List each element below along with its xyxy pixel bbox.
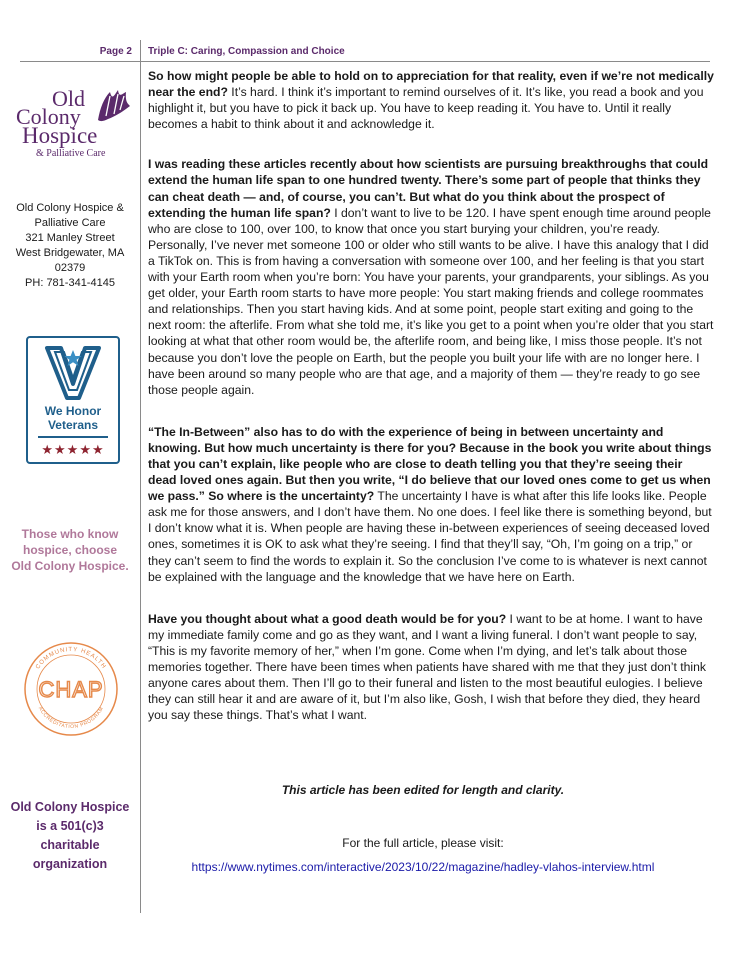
nonprofit-line: Old Colony Hospice [10,800,130,814]
tagline [0,526,140,574]
interview-question: I was reading these articles recently about how scientists are pursuing breakthroughs that could extend the human life span to one hundred twenty. There’s some part of people that thinks they can cheat death — and, of course, you can’t. But what do you think about the prospect of extending the human life span? [148,157,709,220]
phone-line: PH: 781-341-4145 [25,277,115,289]
interview-answer: It’s hard. I think it’s important to remind ourselves of it. It’s like, you read a book and you highlight it, but you have to pick it back up. You have to keep reading it. You have to. Until it really becomes a habit to think about it and acknowledge it. [148,85,704,132]
chap-ring-top: COMMUNITY HEALTH [35,646,107,671]
interview-question: “The In-Between” also has to do with the experience of being in between uncertainty and knowing. But how much uncertainty is there for you? Because in the book you write about things that you can’t explain, like people who are close to death telling you that they’re seeing their dead loved ones again. But then you write, “I do believe that our loved ones come to get us when we pass.” So where is the uncertainty? [148,424,712,504]
article-paragraph [148,424,714,585]
address-line: 321 Manley Street [25,232,115,244]
address-line: 02379 [54,262,86,274]
badge-line-veterans: Veterans [47,418,99,432]
address-line: Palliative Care [34,217,106,229]
badge-line-we-honor: We Honor [44,404,102,418]
nonprofit-line: charitable [40,838,100,852]
tagline-line: hospice, choose [22,543,118,557]
tagline-line: Those who know [21,527,119,541]
logo-subline: & Palliative Care [36,148,106,159]
nonprofit-line: organization [32,857,108,871]
badge-divider [38,436,108,438]
article-paragraph [148,156,714,397]
we-honor-veterans-badge [26,336,120,464]
page-number: Page 2 [99,46,132,57]
contact-address [0,201,140,291]
logo-brush-icon [92,86,132,126]
interview-answer: I want to be at home. I want to have my immediate family come and go as they want, and I want a living funeral. I don’t want people to say, “This is my favorite memory of her,” when I’m gone. Come when I’m dying, and let’s talk about those memories together. There have been times when patients have shared with me that they just don’t think anyone cares about them. Then I’ll go to their funeral and listen to the most beautiful eulogies. I believe they can still hear it and are aware of it, but I’m also like, Gosh, I wish that before they died, they heard you say these things. That’s what I want. [148,611,707,723]
full-article-link[interactable]: https://www.nytimes.com/interactive/2023/10/22/magazine/hadley-vlahos-interview.html [191,860,655,874]
chap-accreditation-seal [22,640,120,738]
full-article-prompt: For the full article, please visit: [342,836,504,850]
nonprofit-line: is a 501(c)3 [36,819,104,833]
chap-letters: CHAP [38,677,104,702]
old-colony-hospice-logo [14,82,134,162]
interview-answer: The uncertainty I have is what after this life looks like. People ask me for those answers, and I don’t have them. No one does. I feel like there is something beyond, but I don’t know what it is. When people are having these in-between experiences of seeing deceased loved ones, sometimes it is OK to ask what they’re seeing. I find that they’ll say, “Oh, I’m going on a trip,” or they can’t seem to find the words to explain it. So the conclusion I’ve come to is whatever is next cannot be explained with the language and the knowledge that we have here on Earth. [148,489,712,584]
logo-line-colony: Colony [16,104,81,129]
article-paragraph [148,68,714,132]
tagline-line: Old Colony Hospice. [11,559,129,573]
address-line: Old Colony Hospice & [16,202,124,214]
interview-question: So how might people be able to hold on to appreciation for that reality, even if we’re not medically near the end? [148,69,714,100]
address-line: West Bridgewater, MA [15,247,125,259]
nonprofit-statement [0,798,140,874]
sidebar-divider [140,40,141,913]
newsletter-title: Triple C: Caring, Compassion and Choice [148,46,345,57]
badge-stars-icon: ★★★★★ [41,442,105,457]
logo-line-hospice: Hospice [22,123,98,148]
interview-question: Have you thought about what a good death would be for you? [148,611,507,626]
logo-line-old: Old [52,86,85,111]
veterans-v-star-icon [43,344,103,402]
header-rule [20,61,710,62]
interview-answer: I don’t want to live to be 120. I have spent enough time around people who are close to 100, over 100, to know that once you start burying your children, you’re ready. Personally, I’ve never met someone 100 or older who still wants to be alive. I have this analogy that I did a TikTok on. This is from having a conversation with someone over 100, and her feeling is that you start with your Earth room when you’re born: You have your parents, your grandparents, your siblings. As you get older, your Earth room starts to have more people: You start making friends and college roommates and relationships. Then you start having kids. And at some point, people start exiting and going to the next room: the afterlife. From what she told me, it’s like you get to a point when you’re older that you start looking at what that other room would be, the afterlife room, and being like, I miss those people. It’s not because you don’t love the people on Earth, but the people you built your life with are no longer here. I have been around so many people who are that age, and a majority of them — they’re ready to go see those people again. [148,205,714,397]
article-paragraph [148,611,714,724]
chap-ring-bottom: ACCREDITATION PROGRAM [36,705,106,731]
edit-note: This article has been edited for length and clarity. [281,783,565,797]
article-body [148,66,714,723]
